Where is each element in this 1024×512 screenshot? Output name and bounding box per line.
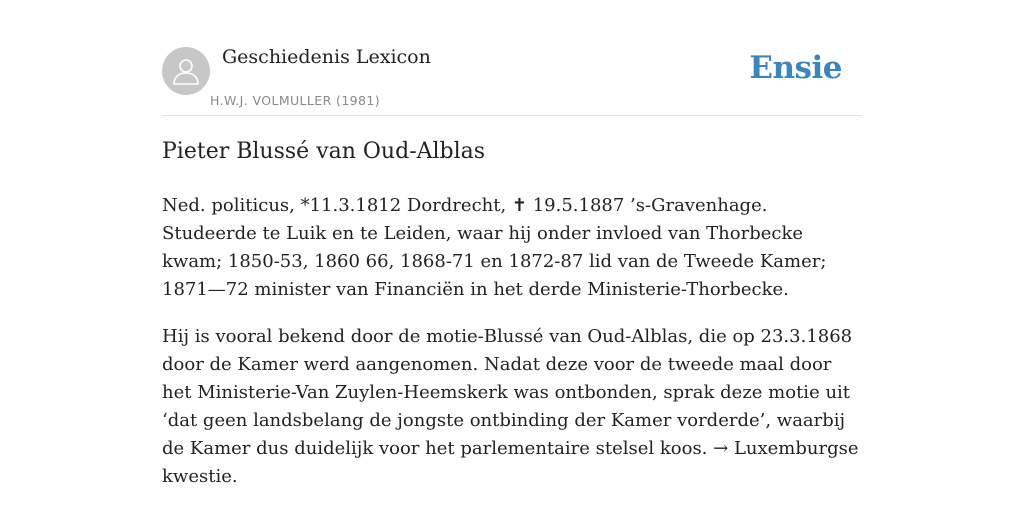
author-byline: H.W.J. VOLMULLER (1981) (210, 93, 381, 108)
entry-title: Pieter Blussé van Oud-Alblas (162, 139, 486, 164)
paragraph-2 (162, 323, 866, 491)
link-luxemburgse-kwestie[interactable]: → Luxemburgse kwestie. (162, 438, 859, 487)
entry-body (162, 192, 866, 510)
header-divider (162, 115, 862, 116)
paragraph-1: Ned. politicus, *11.3.1812 Dordrecht, ✝ 19.5.1887 ’s-Gravenhage. Studeerde te Luik en te Leiden, waar hij onder invloed van Thorbecke kwam; 1850-53, 1860 66, 1868-71 en 1872-87 lid van de Tweede Kamer; 1871—72 minister van Financiën in het derde Ministerie-Thorbecke. (162, 195, 827, 300)
paragraph-2-text: Hij is vooral bekend door de motie-Blussé van Oud-Alblas, die op 23.3.1868 door de Kamer werd aangenomen. Nadat deze voor de tweede maal door het Ministerie-Van Zuylen-Heemskerk was ontbonden, sprak deze motie uit ‘dat geen landsbelang de jongste ontbinding der Kamer vorderde’, waarbij de Kamer dus duidelijk voor het parlementaire stelsel koos. (162, 326, 853, 459)
avatar[interactable] (162, 47, 210, 95)
ensie-logo[interactable]: Ensie (749, 50, 842, 86)
entry-header (162, 46, 862, 116)
source-title[interactable]: Geschiedenis Lexicon (222, 46, 431, 68)
user-icon (172, 56, 200, 86)
